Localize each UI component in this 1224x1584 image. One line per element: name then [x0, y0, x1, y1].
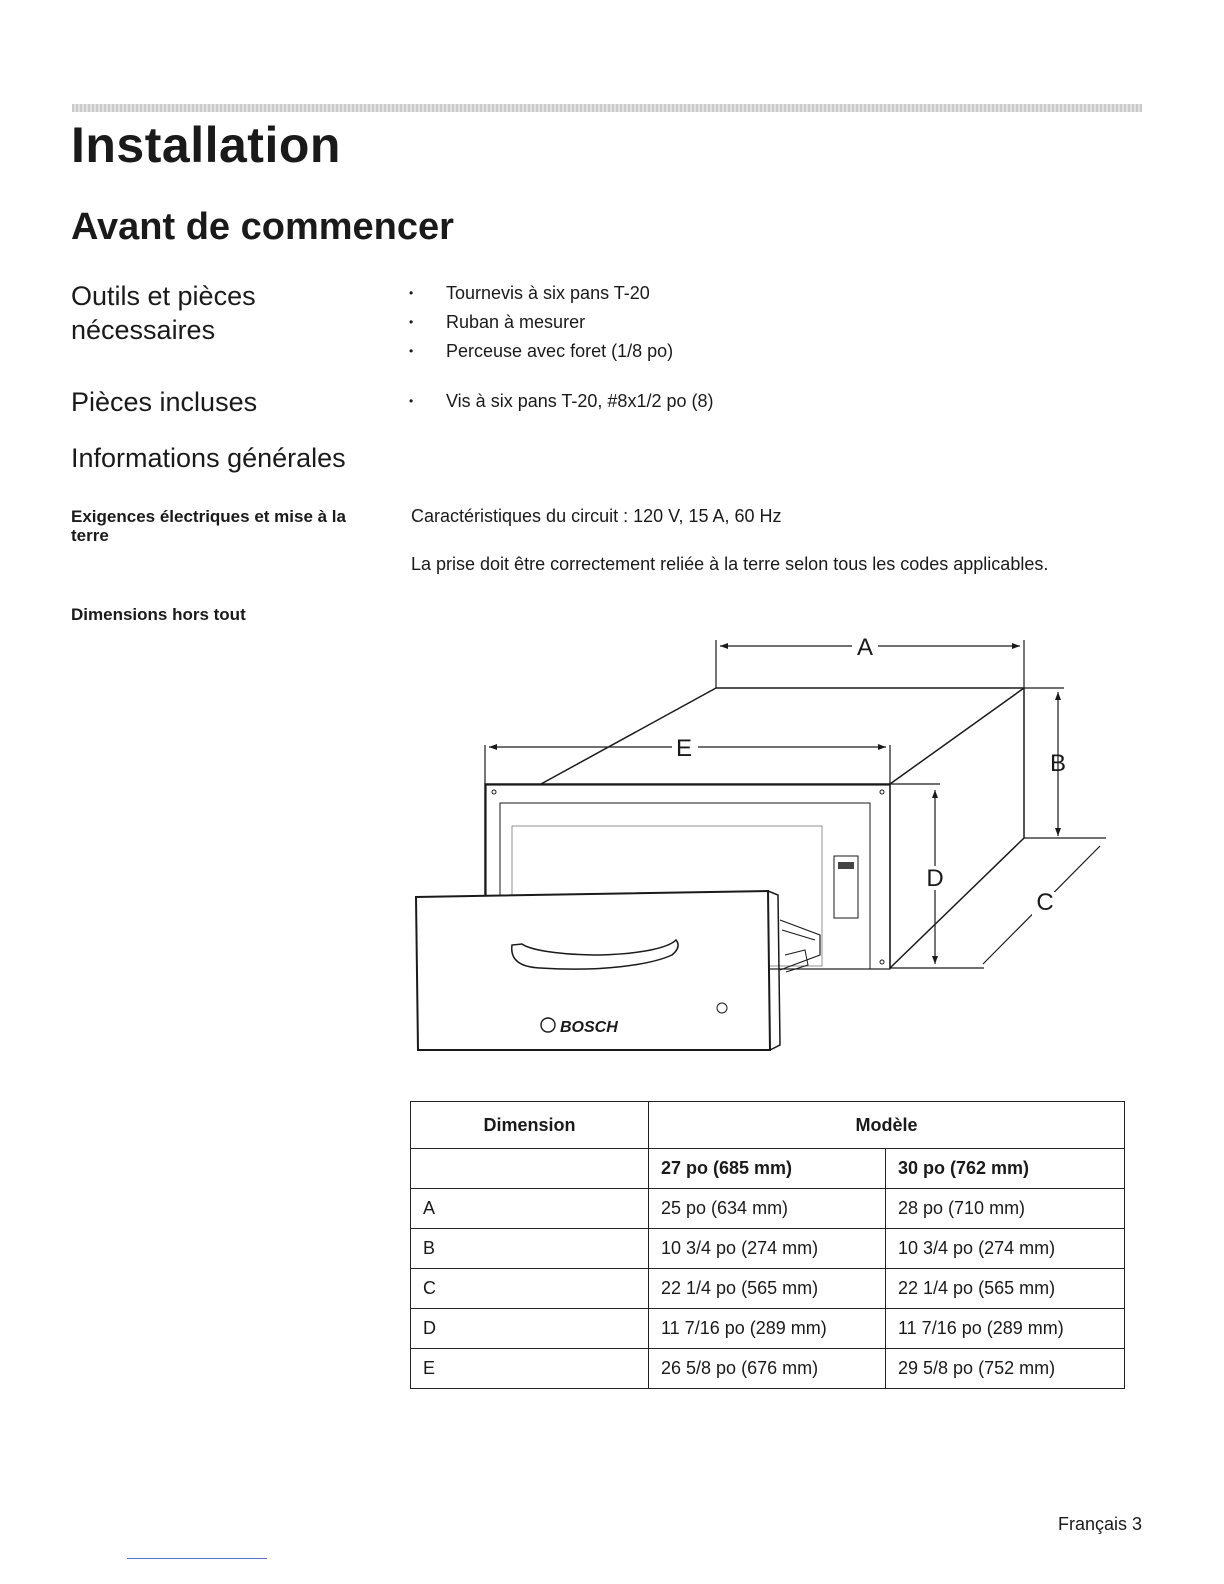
- included-heading: Pièces incluses: [71, 387, 258, 417]
- cell-dim: B: [411, 1229, 649, 1269]
- table-subheader-row: [411, 1149, 1125, 1189]
- cell-dim: D: [411, 1309, 649, 1349]
- label-e: E: [675, 735, 693, 762]
- electrical-heading: [71, 507, 346, 545]
- table-row: [411, 1349, 1125, 1389]
- included-list: [404, 390, 714, 419]
- cell-dim: A: [411, 1189, 649, 1229]
- table-row: [411, 1229, 1125, 1269]
- list-item: • Vis à six pans T-20, #8x1/2 po (8): [404, 390, 714, 419]
- page-title: Installation: [71, 117, 341, 173]
- general-heading: Informations générales: [71, 443, 346, 473]
- list-item: • Ruban à mesurer: [404, 311, 673, 340]
- tools-heading: [71, 279, 256, 347]
- cell-30: 10 3/4 po (274 mm): [886, 1229, 1125, 1269]
- header-col-27: 27 po (685 mm): [649, 1149, 886, 1189]
- table-header-row: [411, 1102, 1125, 1149]
- list-item: • Tournevis à six pans T-20: [404, 282, 673, 311]
- cell-30: 22 1/4 po (565 mm): [886, 1269, 1125, 1309]
- footer-underline: [127, 1558, 267, 1559]
- page-footer: Français 3: [1057, 1514, 1142, 1534]
- warming-drawer-diagram: [410, 630, 1120, 1060]
- brand-name: BOSCH: [560, 1019, 618, 1036]
- tools-heading-line1: Outils et pièces: [71, 281, 256, 311]
- dimensions-table: [410, 1101, 1125, 1389]
- label-c: C: [1036, 889, 1054, 916]
- electrical-heading-line2: terre: [71, 526, 109, 545]
- cell-30: 29 5/8 po (752 mm): [886, 1349, 1125, 1389]
- tools-heading-line2: nécessaires: [71, 315, 216, 345]
- cell-27: 11 7/16 po (289 mm): [649, 1309, 886, 1349]
- section-title: Avant de commencer: [71, 206, 454, 248]
- header-model: Modèle: [649, 1102, 1125, 1149]
- cell-27: 22 1/4 po (565 mm): [649, 1269, 886, 1309]
- empty-cell: [411, 1149, 649, 1189]
- cell-30: 11 7/16 po (289 mm): [886, 1309, 1125, 1349]
- cell-30: 28 po (710 mm): [886, 1189, 1125, 1229]
- cell-27: 25 po (634 mm): [649, 1189, 886, 1229]
- table-row: [411, 1309, 1125, 1349]
- label-b: B: [1049, 750, 1067, 777]
- electrical-heading-line1: Exigences électriques et mise à la: [71, 507, 346, 526]
- header-rule: [72, 104, 1142, 112]
- grounding-note: La prise doit être correctement reliée à la terre selon tous les codes applicables.: [411, 554, 1049, 574]
- list-item: • Perceuse avec foret (1/8 po): [404, 340, 673, 369]
- cell-dim: E: [411, 1349, 649, 1389]
- header-col-30: 30 po (762 mm): [886, 1149, 1125, 1189]
- dimensions-heading: Dimensions hors tout: [71, 605, 246, 624]
- circuit-spec: Caractéristiques du circuit : 120 V, 15 A, 60 Hz: [411, 506, 782, 526]
- label-a: A: [856, 634, 874, 661]
- tools-list: [404, 282, 673, 369]
- header-dimension: Dimension: [411, 1102, 649, 1149]
- cell-27: 26 5/8 po (676 mm): [649, 1349, 886, 1389]
- label-d: D: [926, 865, 944, 892]
- table-row: [411, 1189, 1125, 1229]
- cell-dim: C: [411, 1269, 649, 1309]
- table-row: [411, 1269, 1125, 1309]
- cell-27: 10 3/4 po (274 mm): [649, 1229, 886, 1269]
